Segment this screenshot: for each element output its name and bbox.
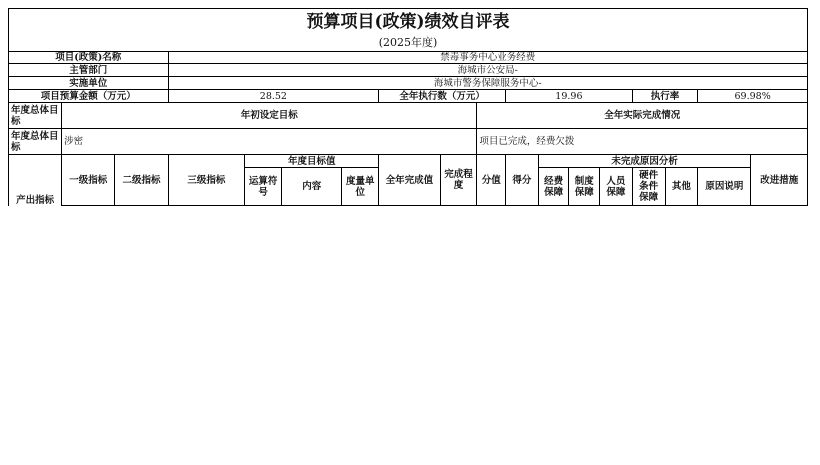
header-score-value: 分值 xyxy=(477,155,506,206)
rate-value: 69.98% xyxy=(698,90,808,103)
header-reason-other: 其他 xyxy=(665,168,698,206)
unit-value: 海城市警务保障服务中心- xyxy=(168,77,807,90)
category-output: 产出指标 xyxy=(9,155,62,206)
evaluation-sheet xyxy=(8,8,808,206)
header-reason-desc: 原因说明 xyxy=(698,168,751,206)
dept-label: 主管部门 xyxy=(9,64,169,77)
header-level2: 二级指标 xyxy=(115,155,168,206)
year-subtitle: (2025年度) xyxy=(8,35,808,51)
page-title: 预算项目(政策)绩效自评表 xyxy=(8,8,808,35)
header-operator: 运算符号 xyxy=(245,168,282,206)
annual-goal-label-2: 年度总体目标 xyxy=(9,129,62,155)
header-reason-staff: 人员保障 xyxy=(600,168,633,206)
header-content: 内容 xyxy=(282,168,342,206)
budget-label: 项目预算金额（万元） xyxy=(9,90,169,103)
header-completion-value: 全年完成值 xyxy=(379,155,440,206)
initial-goal-header: 年初设定目标 xyxy=(62,103,477,129)
header-unit: 度量单位 xyxy=(342,168,379,206)
evaluation-table xyxy=(8,51,808,206)
initial-goal-value: 涉密 xyxy=(62,129,477,155)
header-improve: 改进措施 xyxy=(751,155,808,206)
project-name-value: 禁毒事务中心业务经费 xyxy=(168,52,807,64)
header-score: 得分 xyxy=(506,155,539,206)
header-annual-target: 年度目标值 xyxy=(245,155,379,168)
actual-goal-value: 项目已完成，经费欠拨 xyxy=(477,129,808,155)
header-level1: 一级指标 xyxy=(62,155,115,206)
header-completion-degree: 完成程度 xyxy=(440,155,477,206)
rate-label: 执行率 xyxy=(632,90,697,103)
header-level3: 三级指标 xyxy=(168,155,245,206)
dept-value: 海城市公安局- xyxy=(168,64,807,77)
unit-label: 实施单位 xyxy=(9,77,169,90)
actual-goal-header: 全年实际完成情况 xyxy=(477,103,808,129)
header-reason-funding: 经费保障 xyxy=(538,168,569,206)
project-name-label: 项目(政策)名称 xyxy=(9,52,169,64)
header-reason-hardware: 硬件条件保障 xyxy=(632,168,665,206)
header-reason-system: 制度保障 xyxy=(569,168,600,206)
header-unfinished: 未完成原因分析 xyxy=(538,155,751,168)
budget-value: 28.52 xyxy=(168,90,379,103)
exec-value: 19.96 xyxy=(506,90,633,103)
annual-goal-label: 年度总体目标 xyxy=(9,103,62,129)
exec-label: 全年执行数（万元） xyxy=(379,90,506,103)
